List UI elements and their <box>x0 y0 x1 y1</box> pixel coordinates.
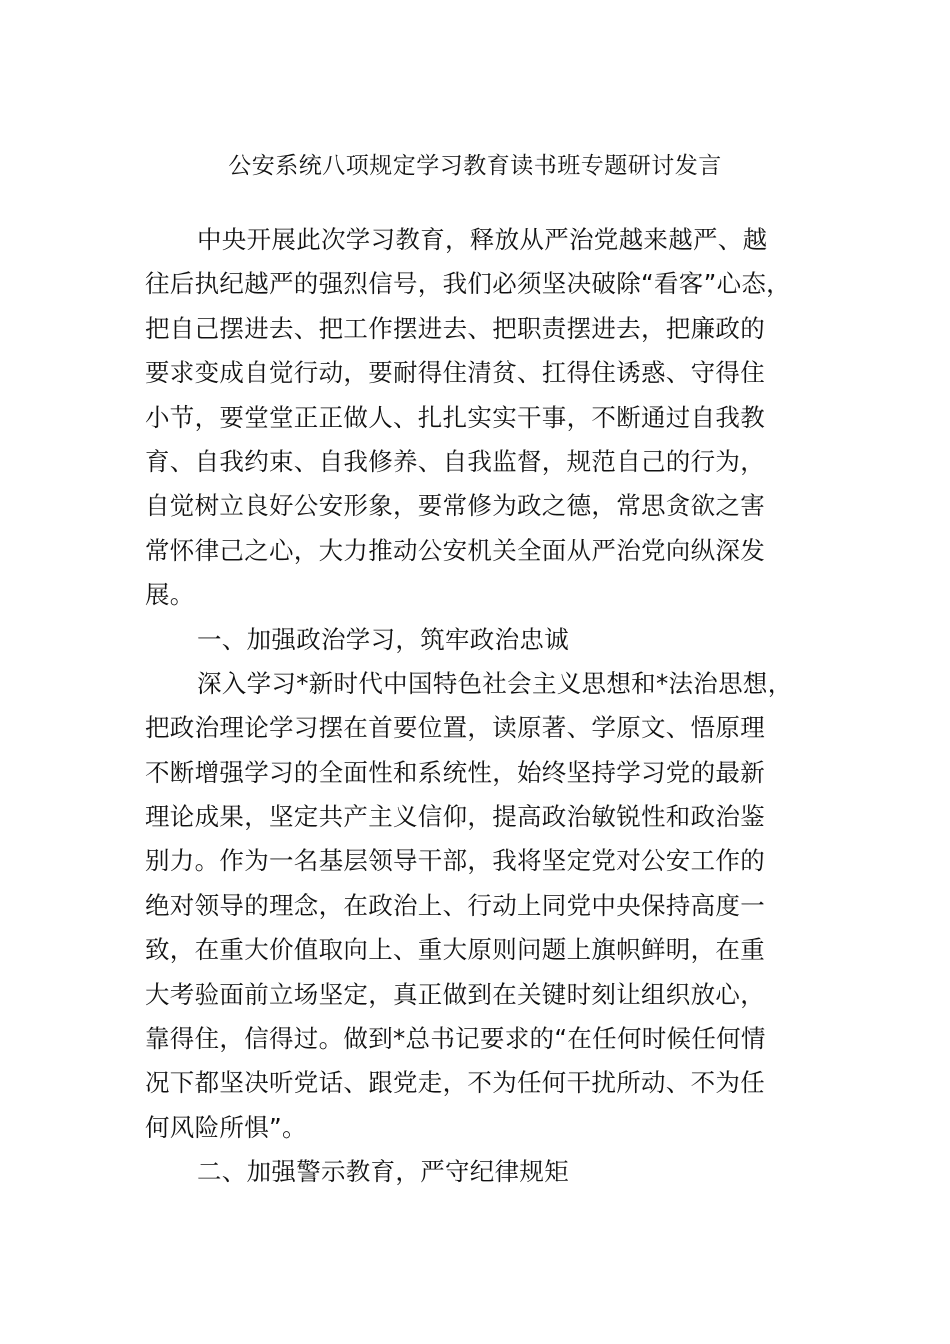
paragraph-1-line-1: 中央开展此次学习教育，释放从严治党越来越严、越 <box>197 225 768 254</box>
section-heading-2: 二、加强警示教育，严守纪律规矩 <box>197 1157 569 1187</box>
paragraph-2-line-1: 深入学习*新时代中国特色社会主义思想和*法治思想， <box>197 668 793 698</box>
document-title: 公安系统八项规定学习教育读书班专题研讨发言 <box>228 153 722 179</box>
document-page: 公安系统八项规定学习教育读书班专题研讨发言 中央开展此次学习教育，释放从严治党越来越严、越 往后执纪越严的强烈信号，我们必须坚决破除“看客”心态， 把自己摆进去、把工作摆进去、把职责摆进去，把廉政的 要求变成自觉行动，要耐得住清贫、扛得住诱惑、守得住 小节，要堂堂正正做人、扎扎实实干事，不断通过自我教 育、自我约束、自我修养、自我监督，规范自己的行为， 自觉树立良好公安形象，要常修为政之德，常思贪欲之害 常怀律己之心，大力推动公安机关全面从严治党向纵深发 展。 一、加强政治学习，筑牢政治忠诚 深入学习*新时代中国特色社会主义思想和*法治思想， 把政治理论学习摆在首要位置，读原著、学原文、悟原理 不断增强学习的全面性和系统性，始终坚持学习党的最新 理论成果，坚定共产主义信仰，提高政治敏锐性和政治鉴 别力。作为一名基层领导干部，我将坚定党对公安工作的 绝对领导的理念，在政治上、行动上同党中央保持高度一 致，在重大价值取向上、重大原则问题上旗帜鲜明，在重 大考验面前立场坚定，真正做到在关键时刻让组织放心， 靠得住，信得过。做到*总书记要求的“在任何时候任何情 况下都坚决听党话、跟党走，不为任何干扰所动、不为任 何风险所惧”。 二、加强警示教育，严守纪律规矩 <box>0 0 950 1344</box>
section-heading-1: 一、加强政治学习，筑牢政治忠诚 <box>197 624 569 654</box>
